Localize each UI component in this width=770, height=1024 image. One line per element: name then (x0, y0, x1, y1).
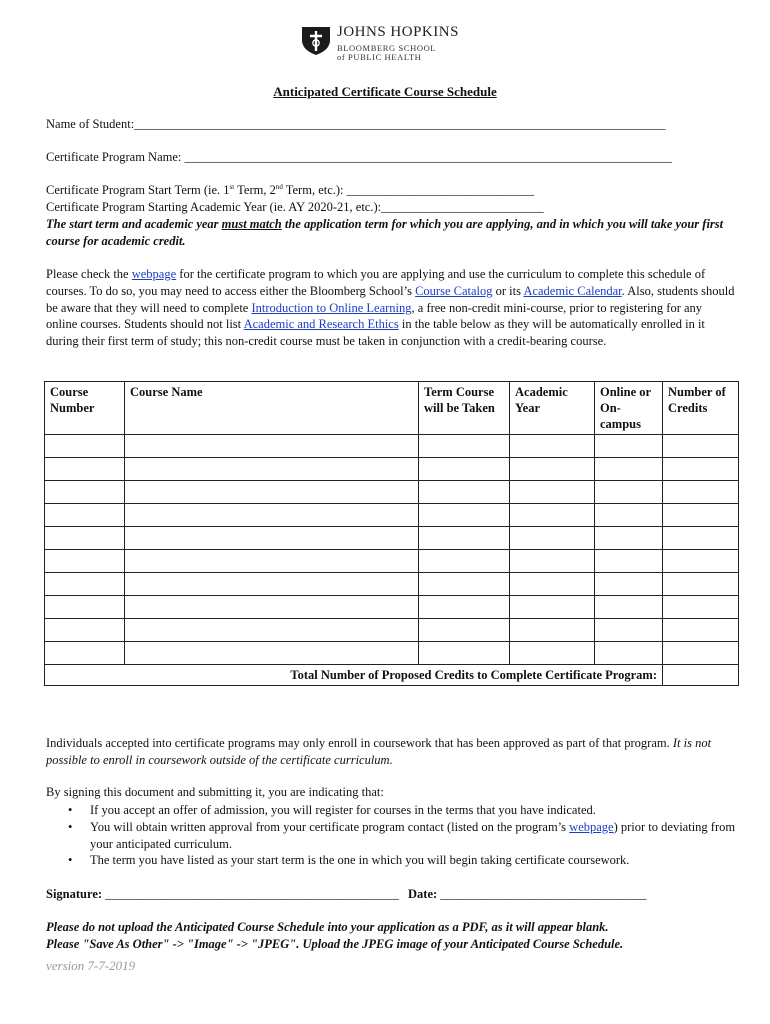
table-cell[interactable] (663, 458, 739, 481)
table-cell[interactable] (125, 504, 419, 527)
table-cell[interactable] (595, 596, 663, 619)
bullet-text-1: If you accept an offer of admission, you will register for courses in the terms that you have indicated. (90, 803, 596, 817)
table-cell[interactable] (419, 642, 510, 665)
date-label: Date: (408, 887, 438, 901)
table-cell[interactable] (663, 435, 739, 458)
table-cell[interactable] (510, 504, 595, 527)
table-cell[interactable] (663, 550, 739, 573)
logo-line-1: JOHNS HOPKINS (337, 24, 459, 40)
table-cell[interactable] (663, 481, 739, 504)
table-cell[interactable] (663, 527, 739, 550)
start-year-field[interactable] (46, 200, 544, 215)
program-name-line[interactable]: ______________________________________________________________________________ (184, 150, 672, 164)
table-cell[interactable] (510, 642, 595, 665)
bullet-text-2a: You will obtain written approval from your certificate program contact (listed on the program’s (90, 819, 570, 834)
bullet-icon: • (68, 853, 73, 868)
table-cell[interactable] (595, 642, 663, 665)
table-cell[interactable] (45, 596, 125, 619)
table-cell[interactable] (45, 642, 125, 665)
logo-line-3: of PUBLIC HEALTH (337, 52, 422, 62)
table-cell[interactable] (595, 527, 663, 550)
upload-note-line-1: Please do not upload the Anticipated Course Schedule into your application as a PDF, as it will appear blank. (46, 920, 609, 934)
total-credits-label: Total Number of Proposed Credits to Complete Certificate Program: (45, 665, 663, 686)
page-title: Anticipated Certificate Course Schedule (273, 84, 497, 99)
signing-conditions-list (46, 802, 736, 869)
table-row (45, 527, 739, 550)
table-cell[interactable] (663, 573, 739, 596)
table-cell[interactable] (419, 435, 510, 458)
student-name-field[interactable] (46, 117, 665, 132)
bullet-icon: • (68, 803, 73, 817)
table-cell[interactable] (45, 504, 125, 527)
start-term-label: Certificate Program Start Term (ie. 1 (46, 183, 230, 197)
table-cell[interactable] (510, 550, 595, 573)
table-cell[interactable] (595, 619, 663, 642)
table-body (45, 435, 739, 665)
intro-online-learning-link[interactable]: Introduction to Online Learning (251, 300, 412, 315)
start-term-line[interactable]: ______________________________ (346, 183, 535, 197)
table-cell[interactable] (125, 550, 419, 573)
table-cell[interactable] (419, 619, 510, 642)
instructions-paragraph (46, 266, 736, 350)
table-cell[interactable] (510, 458, 595, 481)
start-year-label: Certificate Program Starting Academic Year (ie. AY 2020-21, etc.): (46, 200, 382, 214)
table-cell[interactable] (125, 481, 419, 504)
table-cell[interactable] (45, 458, 125, 481)
signature-field[interactable] (46, 887, 399, 902)
bullet-icon: • (68, 819, 73, 834)
total-credits-cell[interactable] (663, 665, 739, 686)
col-header-online-oncampus: Online or On-campus (595, 382, 663, 435)
student-name-line[interactable]: _____________________________________________________________________________________ (134, 117, 666, 131)
bullet-text-2b: ) prior to deviating from your anticipated curriculum. (90, 819, 736, 851)
table-row (45, 504, 739, 527)
version-label: version 7-7-2019 (46, 958, 136, 973)
instr-text-6: in the table below as they will be automatically enrolled in it during their first term of study; this non-credit course must be taken in conjunction with a credit-bearing course. (46, 317, 705, 349)
table-cell[interactable] (663, 619, 739, 642)
webpage-link[interactable]: webpage (131, 267, 177, 281)
table-cell[interactable] (125, 458, 419, 481)
start-term-notice (46, 216, 736, 250)
table-cell[interactable] (595, 573, 663, 596)
start-term-label-b: Term, 2 (234, 183, 276, 197)
table-cell[interactable] (663, 596, 739, 619)
table-cell[interactable] (595, 504, 663, 527)
table-cell[interactable] (595, 435, 663, 458)
col-header-course-number: Course Number (45, 382, 125, 435)
col-header-credits: Number of Credits (663, 382, 739, 435)
table-cell[interactable] (419, 458, 510, 481)
course-schedule-table (44, 381, 739, 686)
table-cell[interactable] (419, 573, 510, 596)
signature-line[interactable]: _______________________________________________ (105, 887, 399, 901)
jhu-logo (300, 22, 480, 64)
table-cell[interactable] (419, 550, 510, 573)
jhu-shield-icon (300, 24, 332, 56)
student-name-label: Name of Student: (46, 117, 135, 131)
signing-intro: By signing this document and submitting it, you are indicating that: (46, 785, 384, 799)
academic-calendar-link[interactable]: Academic Calendar (523, 283, 622, 298)
date-field[interactable] (408, 887, 647, 902)
instr-text-4: . Also, students should be aware that they will need to complete (46, 283, 735, 315)
course-catalog-link[interactable]: Course Catalog (415, 283, 493, 298)
table-cell[interactable] (45, 619, 125, 642)
instr-text-3: or its (492, 283, 524, 298)
table-cell[interactable] (125, 527, 419, 550)
program-name-label: Certificate Program Name: (46, 150, 182, 164)
table-cell[interactable] (125, 619, 419, 642)
table-row (45, 458, 739, 481)
notice-text-2: the application term for which you are applying, and in which you will take your first course for academic credit. (46, 217, 724, 248)
table-cell[interactable] (595, 550, 663, 573)
notice-emphasis: must match (221, 217, 282, 231)
start-term-field[interactable] (46, 183, 534, 198)
list-item (46, 852, 736, 869)
program-webpage-link[interactable]: webpage (569, 819, 614, 834)
instr-text-1: Please check the (46, 267, 132, 281)
start-year-line[interactable]: __________________________ (381, 200, 544, 214)
table-cell[interactable] (45, 573, 125, 596)
table-cell[interactable] (45, 550, 125, 573)
table-cell[interactable] (125, 596, 419, 619)
table-cell[interactable] (45, 481, 125, 504)
table-row (45, 596, 739, 619)
table-cell[interactable] (510, 573, 595, 596)
table-cell[interactable] (595, 458, 663, 481)
date-line[interactable]: _________________________________ (440, 887, 647, 901)
table-cell[interactable] (510, 596, 595, 619)
instr-text-5: , a free non-credit mini-course, prior to registering for any online courses. Students should not list (46, 300, 703, 332)
table-row (45, 619, 739, 642)
table-cell[interactable] (45, 435, 125, 458)
table-cell[interactable] (663, 642, 739, 665)
table-row (45, 481, 739, 504)
superscript-nd: nd (275, 182, 283, 191)
table-cell[interactable] (510, 527, 595, 550)
signature-label: Signature: (46, 887, 103, 901)
instr-text-2: for the certificate program to which you are applying and use the curriculum to complete this schedule of courses. To do so, you may need to access either the Bloomberg School’s (46, 267, 706, 298)
table-cell[interactable] (510, 481, 595, 504)
bullet-text-3: The term you have listed as your start term is the one in which you will begin taking certificate coursework. (90, 853, 630, 868)
col-header-academic-year: Academic Year (510, 382, 595, 435)
research-ethics-link[interactable]: Academic and Research Ethics (243, 317, 399, 332)
table-cell[interactable] (510, 619, 595, 642)
table-cell[interactable] (663, 504, 739, 527)
table-cell[interactable] (125, 573, 419, 596)
upload-note-line-2: Please "Save As Other" -> "Image" -> "JPEG". Upload the JPEG image of your Anticipated Course Schedule. (46, 937, 624, 951)
superscript-st: st (229, 182, 235, 191)
start-term-label-c: Term, etc.): (282, 183, 344, 197)
list-item (46, 802, 736, 819)
notice-text-1: The start term and academic year (46, 217, 222, 231)
logo-line-2: BLOOMBERG SCHOOL (337, 43, 437, 53)
eligibility-text: Individuals accepted into certificate programs may only enroll in coursework that has been approved as part of that program. (46, 736, 673, 750)
table-cell[interactable] (419, 527, 510, 550)
table-row (45, 573, 739, 596)
eligibility-italic-text: It is not possible to enroll in coursework outside of the certificate curriculum. (46, 736, 712, 767)
table-row (45, 435, 739, 458)
table-cell[interactable] (419, 504, 510, 527)
table-cell[interactable] (419, 596, 510, 619)
table-cell[interactable] (125, 642, 419, 665)
total-row (45, 665, 739, 686)
table-row (45, 642, 739, 665)
table-cell[interactable] (510, 435, 595, 458)
table-cell[interactable] (125, 435, 419, 458)
table-cell[interactable] (45, 527, 125, 550)
table-cell[interactable] (595, 481, 663, 504)
col-header-course-name: Course Name (125, 382, 419, 435)
col-header-term: Term Course will be Taken (419, 382, 510, 435)
table-header-row (45, 382, 739, 435)
eligibility-paragraph (46, 735, 736, 769)
program-name-field[interactable] (46, 150, 672, 165)
list-item (46, 819, 736, 853)
table-row (45, 550, 739, 573)
table-cell[interactable] (419, 481, 510, 504)
